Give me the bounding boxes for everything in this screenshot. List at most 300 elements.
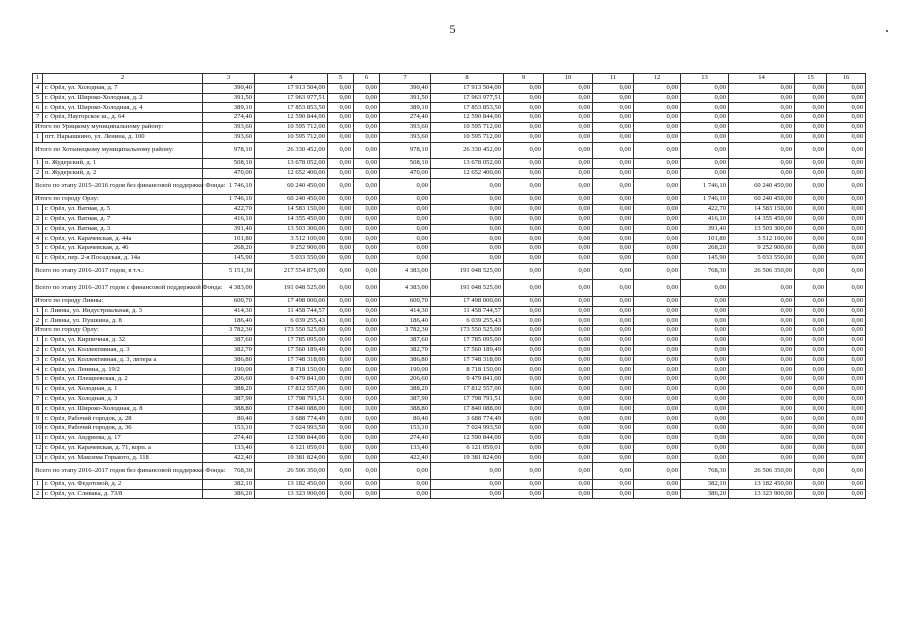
value-cell: 0,00	[593, 394, 634, 404]
value-cell: 0,00	[681, 453, 729, 463]
value-cell: 0,00	[380, 204, 431, 214]
value-cell: 0,00	[729, 355, 795, 365]
value-cell: 0,00	[354, 113, 380, 123]
value-cell: 382,10	[681, 479, 729, 489]
value-cell: 0,00	[504, 433, 544, 443]
subtotal-label: Всего по этапу 2016–2017 годов с финансовой поддержкой Фонда:	[33, 280, 203, 297]
value-cell: 0,00	[328, 433, 354, 443]
value-cell: 0,00	[634, 316, 681, 326]
value-cell: 0,00	[681, 365, 729, 375]
value-cell: 17 812 557,00	[431, 384, 504, 394]
value-cell: 0,00	[795, 280, 827, 297]
value-cell: 0,00	[593, 453, 634, 463]
column-number-cell: 1	[33, 74, 43, 84]
value-cell: 0,00	[380, 253, 431, 263]
value-cell: 390,40	[380, 83, 431, 93]
value-cell: 0,00	[795, 453, 827, 463]
value-cell: 0,00	[827, 335, 866, 345]
value-cell: 0,00	[634, 326, 681, 336]
value-cell: 386,20	[681, 489, 729, 499]
table-row	[33, 489, 866, 499]
row-index: 5	[33, 375, 43, 385]
address-cell: г. Орёл, ул. Широко-Холодная, д. 4	[43, 103, 203, 113]
value-cell: 13 678 052,00	[255, 159, 328, 169]
row-index: 1	[33, 132, 43, 142]
value-cell: 0,00	[504, 93, 544, 103]
subtotal-label: Всего по этапу 2016–2017 годов без финансовой поддержки Фонда:	[33, 463, 203, 480]
value-cell: 0,00	[544, 453, 593, 463]
value-cell: 0,00	[593, 142, 634, 159]
address-cell: г. Орёл, ул. Холодная, д. 1	[43, 384, 203, 394]
address-cell: г. Орёл, ул. Карачевская, д. 71, корп. а	[43, 443, 203, 453]
value-cell: 0,00	[354, 234, 380, 244]
table-row	[33, 335, 866, 345]
value-cell: 0,00	[795, 263, 827, 280]
value-cell: 0,00	[681, 375, 729, 385]
value-cell: 0,00	[795, 244, 827, 254]
value-cell: 0,00	[795, 93, 827, 103]
value-cell: 0,00	[544, 122, 593, 132]
value-cell: 0,00	[380, 178, 431, 195]
value-cell: 0,00	[380, 224, 431, 234]
value-cell: 0,00	[795, 489, 827, 499]
value-cell: 268,20	[681, 244, 729, 254]
value-cell: 978,10	[380, 142, 431, 159]
value-cell: 0,00	[681, 168, 729, 178]
value-cell: 0,00	[544, 424, 593, 434]
value-cell: 0,00	[354, 326, 380, 336]
value-cell: 0,00	[354, 384, 380, 394]
value-cell: 13 323 900,00	[729, 489, 795, 499]
value-cell: 0,00	[354, 394, 380, 404]
column-number-cell: 13	[681, 74, 729, 84]
value-cell: 274,40	[203, 433, 255, 443]
value-cell: 0,00	[681, 433, 729, 443]
value-cell: 0,00	[795, 443, 827, 453]
value-cell: 0,00	[634, 195, 681, 205]
value-cell: 0,00	[729, 113, 795, 123]
value-cell: 14 355 450,00	[255, 214, 328, 224]
address-cell: г. Орёл, ул. Карачевская, д. 46	[43, 244, 203, 254]
value-cell: 0,00	[593, 244, 634, 254]
value-cell: 17 853 853,50	[255, 103, 328, 113]
value-cell: 0,00	[504, 384, 544, 394]
value-cell: 0,00	[593, 326, 634, 336]
row-index: 4	[33, 365, 43, 375]
value-cell: 0,00	[544, 159, 593, 169]
value-cell: 0,00	[504, 103, 544, 113]
value-cell: 0,00	[504, 122, 544, 132]
value-cell: 268,20	[203, 244, 255, 254]
value-cell: 0,00	[504, 326, 544, 336]
subtotal-row	[33, 142, 866, 159]
value-cell: 3 688 774,49	[431, 414, 504, 424]
table-row	[33, 384, 866, 394]
value-cell: 0,00	[354, 204, 380, 214]
value-cell: 0,00	[795, 142, 827, 159]
value-cell: 422,70	[203, 204, 255, 214]
address-cell: пгт. Нарышкино, ул. Ленина, д. 100	[43, 132, 203, 142]
value-cell: 0,00	[544, 142, 593, 159]
value-cell: 0,00	[504, 335, 544, 345]
value-cell: 0,00	[827, 489, 866, 499]
value-cell: 0,00	[328, 214, 354, 224]
value-cell: 0,00	[634, 404, 681, 414]
row-index: 6	[33, 384, 43, 394]
value-cell: 0,00	[827, 355, 866, 365]
value-cell: 0,00	[729, 365, 795, 375]
value-cell: 173 550 525,00	[431, 326, 504, 336]
value-cell: 0,00	[681, 83, 729, 93]
value-cell: 382,70	[203, 345, 255, 355]
value-cell: 0,00	[827, 424, 866, 434]
value-cell: 0,00	[681, 443, 729, 453]
address-cell: г. Орёл, ул. Ватная, д. 7	[43, 214, 203, 224]
value-cell: 0,00	[634, 394, 681, 404]
value-cell: 0,00	[544, 168, 593, 178]
row-index: 10	[33, 424, 43, 434]
value-cell: 0,00	[634, 433, 681, 443]
value-cell: 0,00	[634, 142, 681, 159]
value-cell: 0,00	[504, 375, 544, 385]
subtotal-label: Итого по городу Орлу:	[33, 195, 203, 205]
value-cell: 0,00	[795, 394, 827, 404]
table-row	[33, 345, 866, 355]
value-cell: 12 652 400,00	[255, 168, 328, 178]
value-cell: 12 590 844,00	[255, 433, 328, 443]
value-cell: 0,00	[827, 234, 866, 244]
value-cell: 0,00	[504, 296, 544, 306]
row-index: 13	[33, 453, 43, 463]
table-row	[33, 204, 866, 214]
value-cell: 26 506 350,00	[255, 463, 328, 480]
value-cell: 190,00	[203, 365, 255, 375]
value-cell: 0,00	[634, 263, 681, 280]
value-cell: 0,00	[681, 345, 729, 355]
value-cell: 0,00	[544, 214, 593, 224]
value-cell: 0,00	[795, 424, 827, 434]
table-row	[33, 424, 866, 434]
value-cell: 0,00	[504, 168, 544, 178]
value-cell: 0,00	[634, 93, 681, 103]
value-cell: 0,00	[544, 394, 593, 404]
value-cell: 0,00	[354, 195, 380, 205]
value-cell: 389,10	[380, 103, 431, 113]
value-cell: 26 506 350,00	[729, 263, 795, 280]
value-cell: 0,00	[328, 394, 354, 404]
value-cell: 768,30	[681, 463, 729, 480]
value-cell: 217 554 875,00	[255, 263, 328, 280]
value-cell: 17 840 088,00	[255, 404, 328, 414]
value-cell: 0,00	[593, 296, 634, 306]
table-row	[33, 433, 866, 443]
value-cell: 17 913 504,00	[255, 83, 328, 93]
table-row	[33, 113, 866, 123]
value-cell: 0,00	[827, 296, 866, 306]
value-cell: 0,00	[634, 384, 681, 394]
value-cell: 5 151,30	[203, 263, 255, 280]
value-cell: 17 498 000,00	[431, 296, 504, 306]
value-cell: 0,00	[795, 195, 827, 205]
value-cell: 0,00	[827, 479, 866, 489]
value-cell: 0,00	[681, 280, 729, 297]
value-cell: 9 252 900,00	[729, 244, 795, 254]
address-cell: г. Орёл, ул. Ватная, д. 3	[43, 224, 203, 234]
value-cell: 0,00	[681, 384, 729, 394]
address-cell: г. Орёл, ул. Плещеевская, д. 2	[43, 375, 203, 385]
value-cell: 80,40	[380, 414, 431, 424]
value-cell: 17 498 000,00	[255, 296, 328, 306]
value-cell: 0,00	[729, 93, 795, 103]
value-cell: 0,00	[634, 453, 681, 463]
value-cell: 0,00	[593, 168, 634, 178]
value-cell: 13 182 450,00	[255, 479, 328, 489]
value-cell: 0,00	[354, 414, 380, 424]
value-cell: 0,00	[795, 306, 827, 316]
value-cell: 0,00	[593, 178, 634, 195]
row-index: 7	[33, 394, 43, 404]
value-cell: 133,40	[380, 443, 431, 453]
value-cell: 0,00	[729, 168, 795, 178]
value-cell: 8 718 150,00	[431, 365, 504, 375]
value-cell: 0,00	[729, 394, 795, 404]
value-cell: 0,00	[504, 142, 544, 159]
value-cell: 13 182 450,00	[729, 479, 795, 489]
subtotal-row	[33, 280, 866, 297]
value-cell: 0,00	[795, 479, 827, 489]
value-cell: 0,00	[431, 178, 504, 195]
value-cell: 0,00	[827, 204, 866, 214]
value-cell: 17 798 791,51	[255, 394, 328, 404]
value-cell: 0,00	[504, 204, 544, 214]
value-cell: 0,00	[504, 159, 544, 169]
value-cell: 0,00	[504, 463, 544, 480]
value-cell: 0,00	[354, 178, 380, 195]
value-cell: 0,00	[634, 296, 681, 306]
value-cell: 388,80	[380, 404, 431, 414]
value-cell: 0,00	[634, 132, 681, 142]
value-cell: 0,00	[504, 234, 544, 244]
value-cell: 0,00	[544, 365, 593, 375]
value-cell: 0,00	[544, 345, 593, 355]
value-cell: 191 048 525,00	[255, 280, 328, 297]
row-index: 5	[33, 93, 43, 103]
table-row	[33, 253, 866, 263]
value-cell: 0,00	[354, 280, 380, 297]
table-row	[33, 355, 866, 365]
value-cell: 0,00	[544, 263, 593, 280]
value-cell: 0,00	[354, 263, 380, 280]
value-cell: 0,00	[431, 489, 504, 499]
value-cell: 0,00	[795, 414, 827, 424]
row-index: 1	[33, 159, 43, 169]
value-cell: 0,00	[634, 489, 681, 499]
row-index: 1	[33, 335, 43, 345]
value-cell: 0,00	[328, 103, 354, 113]
subtotal-row	[33, 195, 866, 205]
value-cell: 0,00	[504, 113, 544, 123]
value-cell: 0,00	[593, 224, 634, 234]
column-number-cell: 4	[255, 74, 328, 84]
value-cell: 391,40	[681, 224, 729, 234]
value-cell: 0,00	[354, 433, 380, 443]
address-cell: г. Орёл, пер. 2-я Посадская, д. 14а	[43, 253, 203, 263]
value-cell: 0,00	[681, 159, 729, 169]
value-cell: 0,00	[593, 122, 634, 132]
value-cell: 0,00	[504, 394, 544, 404]
column-number-row	[33, 74, 866, 84]
value-cell: 4 383,00	[203, 280, 255, 297]
table-row	[33, 443, 866, 453]
value-cell: 0,00	[634, 335, 681, 345]
table-row	[33, 365, 866, 375]
table-row	[33, 132, 866, 142]
value-cell: 0,00	[729, 424, 795, 434]
value-cell: 10 595 712,00	[431, 132, 504, 142]
value-cell: 386,80	[203, 355, 255, 365]
value-cell: 0,00	[544, 103, 593, 113]
value-cell: 0,00	[827, 443, 866, 453]
row-index: 3	[33, 355, 43, 365]
value-cell: 0,00	[354, 296, 380, 306]
address-cell: г. Орёл, ул. Широко-Холодная, д. 2	[43, 93, 203, 103]
value-cell: 0,00	[827, 168, 866, 178]
value-cell: 0,00	[593, 234, 634, 244]
value-cell: 0,00	[593, 103, 634, 113]
value-cell: 0,00	[354, 168, 380, 178]
value-cell: 0,00	[593, 132, 634, 142]
value-cell: 0,00	[593, 335, 634, 345]
value-cell: 0,00	[681, 306, 729, 316]
value-cell: 0,00	[380, 463, 431, 480]
value-cell: 0,00	[380, 479, 431, 489]
value-cell: 416,10	[681, 214, 729, 224]
value-cell: 0,00	[354, 122, 380, 132]
value-cell: 12 590 844,00	[431, 113, 504, 123]
value-cell: 0,00	[634, 443, 681, 453]
value-cell: 0,00	[431, 253, 504, 263]
table-row	[33, 306, 866, 316]
column-number-cell: 14	[729, 74, 795, 84]
value-cell: 0,00	[354, 306, 380, 316]
value-cell: 0,00	[634, 424, 681, 434]
address-cell: п. Жудерский, д. 1	[43, 159, 203, 169]
value-cell: 0,00	[681, 326, 729, 336]
value-cell: 0,00	[827, 224, 866, 234]
value-cell: 0,00	[729, 83, 795, 93]
value-cell: 0,00	[729, 453, 795, 463]
value-cell: 0,00	[593, 355, 634, 365]
value-cell: 0,00	[795, 355, 827, 365]
value-cell: 0,00	[634, 214, 681, 224]
value-cell: 173 550 525,00	[255, 326, 328, 336]
value-cell: 0,00	[328, 159, 354, 169]
value-cell: 0,00	[634, 414, 681, 424]
value-cell: 0,00	[431, 224, 504, 234]
value-cell: 26 506 350,00	[729, 463, 795, 480]
value-cell: 145,90	[203, 253, 255, 263]
value-cell: 393,60	[380, 122, 431, 132]
value-cell: 0,00	[729, 414, 795, 424]
value-cell: 0,00	[827, 345, 866, 355]
value-cell: 17 913 504,00	[431, 83, 504, 93]
row-index: 2	[33, 316, 43, 326]
table-row	[33, 224, 866, 234]
value-cell: 0,00	[827, 280, 866, 297]
value-cell: 391,40	[203, 224, 255, 234]
column-number-cell: 11	[593, 74, 634, 84]
value-cell: 0,00	[504, 244, 544, 254]
value-cell: 0,00	[504, 195, 544, 205]
value-cell: 390,40	[203, 83, 255, 93]
value-cell: 0,00	[729, 122, 795, 132]
value-cell: 0,00	[328, 113, 354, 123]
value-cell: 0,00	[544, 195, 593, 205]
value-cell: 0,00	[544, 414, 593, 424]
value-cell: 0,00	[504, 345, 544, 355]
value-cell: 0,00	[354, 93, 380, 103]
value-cell: 0,00	[544, 463, 593, 480]
value-cell: 0,00	[729, 345, 795, 355]
value-cell: 0,00	[544, 335, 593, 345]
column-number-cell: 8	[431, 74, 504, 84]
value-cell: 0,00	[827, 394, 866, 404]
value-cell: 13 678 052,00	[431, 159, 504, 169]
value-cell: 0,00	[593, 253, 634, 263]
value-cell: 470,00	[380, 168, 431, 178]
value-cell: 101,80	[681, 234, 729, 244]
value-cell: 186,40	[380, 316, 431, 326]
value-cell: 0,00	[328, 178, 354, 195]
value-cell: 0,00	[795, 384, 827, 394]
page-number: 5	[449, 22, 456, 36]
value-cell: 387,60	[203, 335, 255, 345]
value-cell: 0,00	[827, 433, 866, 443]
value-cell: 0,00	[544, 326, 593, 336]
value-cell: 0,00	[544, 244, 593, 254]
address-cell: г. Орёл, Рабочий городок, д. 28	[43, 414, 203, 424]
value-cell: 0,00	[681, 132, 729, 142]
value-cell: 0,00	[795, 159, 827, 169]
value-cell: 5 033 550,00	[255, 253, 328, 263]
value-cell: 0,00	[729, 159, 795, 169]
value-cell: 0,00	[729, 375, 795, 385]
subtotal-row	[33, 122, 866, 132]
value-cell: 0,00	[354, 132, 380, 142]
value-cell: 13 503 300,00	[729, 224, 795, 234]
value-cell: 3 688 774,49	[255, 414, 328, 424]
value-cell: 387,90	[203, 394, 255, 404]
subtotal-row	[33, 326, 866, 336]
value-cell: 101,80	[203, 234, 255, 244]
value-cell: 0,00	[634, 280, 681, 297]
value-cell: 0,00	[328, 253, 354, 263]
value-cell: 0,00	[354, 479, 380, 489]
value-cell: 0,00	[504, 453, 544, 463]
value-cell: 0,00	[328, 479, 354, 489]
value-cell: 0,00	[354, 375, 380, 385]
value-cell: 17 963 977,51	[255, 93, 328, 103]
value-cell: 0,00	[504, 214, 544, 224]
table-row	[33, 375, 866, 385]
value-cell: 0,00	[328, 195, 354, 205]
value-cell: 186,40	[203, 316, 255, 326]
value-cell: 0,00	[827, 178, 866, 195]
value-cell: 0,00	[328, 316, 354, 326]
row-index: 1	[33, 306, 43, 316]
subtotal-row	[33, 296, 866, 306]
value-cell: 422,70	[681, 204, 729, 214]
